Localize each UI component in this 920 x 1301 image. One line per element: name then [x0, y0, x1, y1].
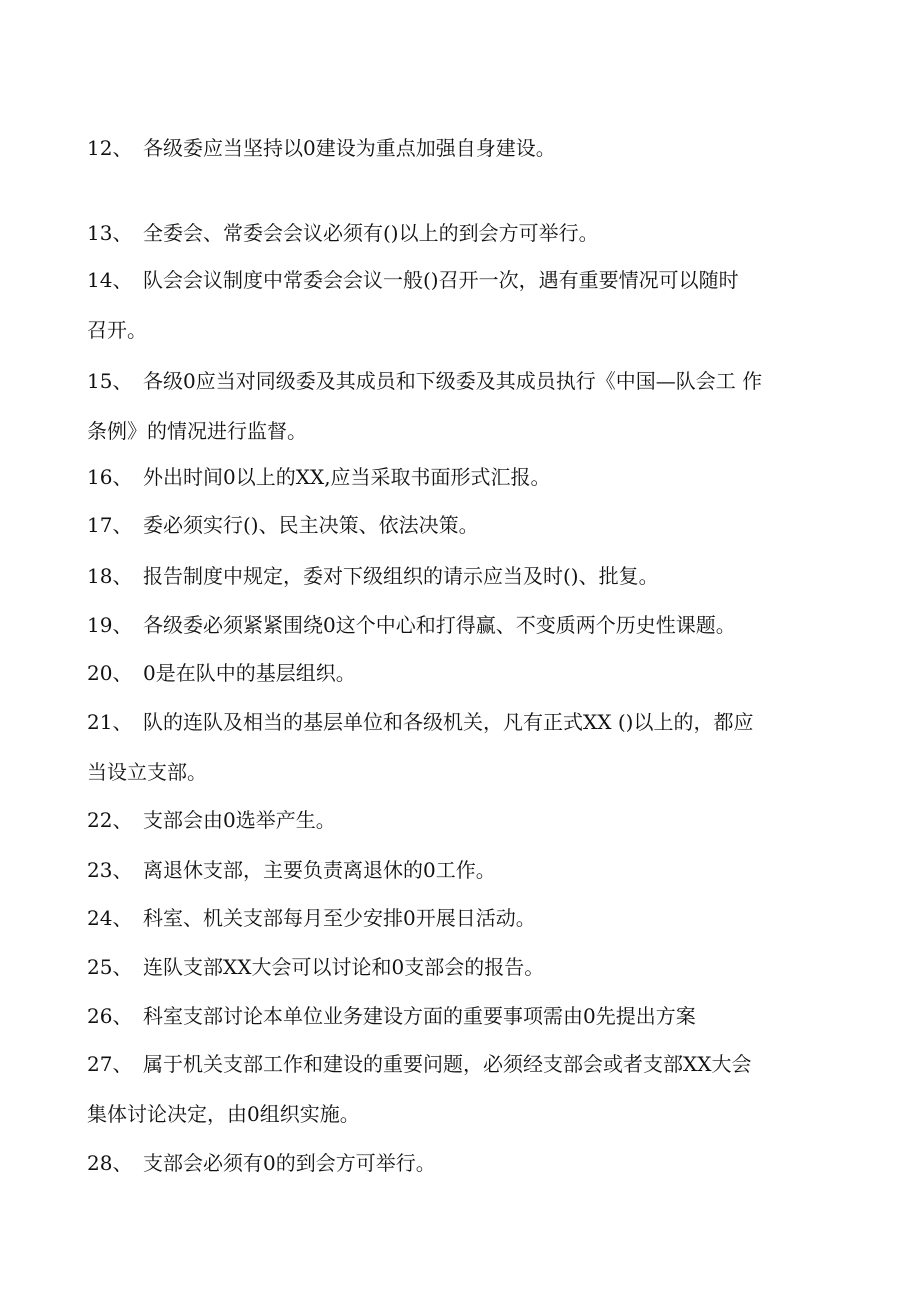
- question-number: 14、: [87, 268, 133, 292]
- question-text: 科室支部讨论本单位业务建设方面的重要事项需由0先提出方案: [143, 1004, 696, 1028]
- question-17: [87, 500, 817, 550]
- question-20: [87, 648, 817, 698]
- question-text: 支部会必须有0的到会方可举行。: [143, 1151, 436, 1175]
- question-number: 18、: [87, 564, 133, 588]
- question-text: 报告制度中规定，委对下级组织的请示应当及时()、批复。: [143, 564, 659, 588]
- question-number: 28、: [87, 1151, 133, 1175]
- question-21: [87, 697, 817, 747]
- question-number: 16、: [87, 465, 133, 489]
- question-number: 27、: [87, 1052, 133, 1076]
- question-16: [87, 452, 817, 502]
- question-14-continuation: 召开。: [87, 318, 147, 342]
- question-23: [87, 845, 817, 895]
- question-number: 21、: [87, 710, 133, 734]
- question-27-continuation: 集体讨论决定，由0组织实施。: [87, 1102, 360, 1126]
- question-text: 支部会由0选举产生。: [143, 808, 336, 832]
- question-text: 离退休支部，主要负责离退休的0工作。: [143, 858, 496, 882]
- question-number: 20、: [87, 661, 133, 685]
- question-22: [87, 795, 817, 845]
- question-27: [87, 1039, 817, 1089]
- question-number: 17、: [87, 513, 133, 537]
- question-25: [87, 942, 817, 992]
- question-text: 外出时间0以上的XX,应当采取书面形式汇报。: [143, 465, 551, 489]
- question-number: 25、: [87, 955, 133, 979]
- question-text: 各级0应当对同级委及其成员和下级委及其成员执行《中国—队会工 作: [143, 369, 763, 393]
- question-number: 19、: [87, 613, 133, 637]
- question-text: 全委会、常委会会议必须有()以上的到会方可举行。: [143, 221, 599, 245]
- question-number: 24、: [87, 906, 133, 930]
- question-text: 属于机关支部工作和建设的重要问题，必须经支部会或者支部XX大会: [143, 1052, 752, 1076]
- question-number: 23、: [87, 858, 133, 882]
- question-text: 队会会议制度中常委会会议一般()召开一次，遇有重要情况可以随时: [143, 268, 739, 292]
- question-number: 12、: [87, 136, 133, 160]
- question-text: 科室、机关支部每月至少安排0开展日活动。: [143, 906, 536, 930]
- question-number: 26、: [87, 1004, 133, 1028]
- question-text: 各级委应当坚持以0建设为重点加强自身建设。: [143, 136, 556, 160]
- question-18: [87, 551, 817, 601]
- question-text: 各级委必须紧紧围绕0这个中心和打得赢、不变质两个历史性课题。: [143, 613, 736, 637]
- question-24: [87, 893, 817, 943]
- question-text: 连队支部XX大会可以讨论和0支部会的报告。: [143, 955, 545, 979]
- question-15-continuation: 条例》的情况进行监督。: [87, 419, 307, 443]
- question-26: [87, 991, 817, 1041]
- question-text: 队的连队及相当的基层单位和各级机关，凡有正式XX ()以上的，都应: [143, 710, 754, 734]
- question-12: [87, 123, 817, 173]
- question-21-continuation: 当设立支部。: [87, 760, 207, 784]
- question-14: [87, 255, 817, 305]
- question-15: [87, 356, 817, 406]
- question-number: 13、: [87, 221, 133, 245]
- question-13: [87, 208, 817, 258]
- question-28: [87, 1138, 817, 1188]
- question-19: [87, 600, 817, 650]
- question-text: 委必须实行()、民主决策、依法决策。: [143, 513, 479, 537]
- question-text: 0是在队中的基层组织。: [143, 661, 356, 685]
- question-number: 15、: [87, 369, 133, 393]
- question-number: 22、: [87, 808, 133, 832]
